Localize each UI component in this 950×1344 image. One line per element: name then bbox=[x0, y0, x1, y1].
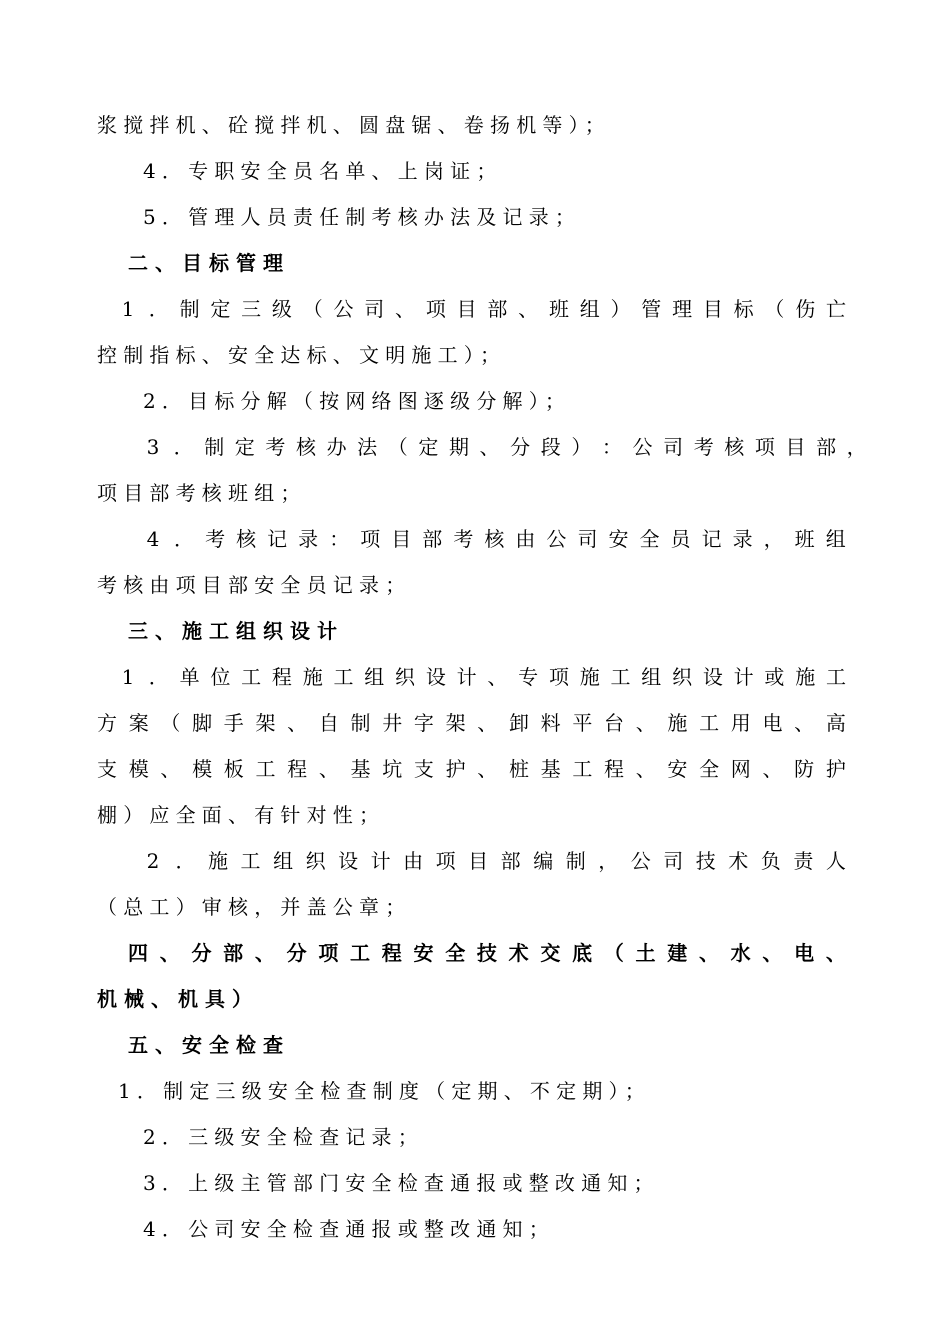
text-line: 3 ． 制 定 考 核 办 法 （ 定 期 、 分 段 ） ： 公 司 考 核 项 目 部 ， bbox=[146, 435, 867, 459]
text-line: 支 模 、 模 板 工 程 、 基 坑 支 护 、 桩 基 工 程 、 安 全 网 、 防 护 bbox=[97, 757, 846, 781]
text-line: 浆搅拌机、砼搅拌机、圆盘锯、卷扬机等）； bbox=[97, 113, 611, 137]
text-line: 5．管理人员责任制考核办法及记录； bbox=[143, 205, 582, 229]
text-line: 2．三级安全检查记录； bbox=[143, 1125, 424, 1149]
section-heading: 二、目标管理 bbox=[128, 251, 290, 275]
text-line: 4．公司安全检查通报或整改通知； bbox=[143, 1217, 555, 1241]
text-line: 1 ． 制 定 三 级 （ 公 司 、 项 目 部 、 班 组 ） 管 理 目 标 （ 伤 亡 bbox=[121, 297, 846, 321]
text-line: 4 ． 考 核 记 录 ： 项 目 部 考 核 由 公 司 安 全 员 记 录 ， 班 组 bbox=[146, 527, 846, 551]
text-line: 2．目标分解（按网络图逐级分解）； bbox=[143, 389, 572, 413]
text-line: 3．上级主管部门安全检查通报或整改通知； bbox=[143, 1171, 660, 1195]
text-line: 考核由项目部安全员记录； bbox=[97, 573, 412, 597]
section-heading: 三、施工组织设计 bbox=[128, 619, 344, 643]
text-line: 棚）应全面、有针对性； bbox=[97, 803, 386, 827]
text-line: 4．专职安全员名单、上岗证； bbox=[143, 159, 503, 183]
text-line: 1．制定三级安全检查制度（定期、不定期）； bbox=[118, 1079, 651, 1103]
text-line: 方 案 （ 脚 手 架 、 自 制 井 字 架 、 卸 料 平 台 、 施 工 用 电 、 高 bbox=[97, 711, 846, 735]
text-line: （总工）审核，并盖公章； bbox=[97, 895, 412, 919]
text-line: 项目部考核班组； bbox=[97, 481, 307, 505]
section-heading: 机械、机具） bbox=[97, 987, 259, 1011]
text-line: 1 ． 单 位 工 程 施 工 组 织 设 计 、 专 项 施 工 组 织 设 计 或 施 工 bbox=[121, 665, 846, 689]
section-heading: 五、安全检查 bbox=[128, 1033, 290, 1057]
text-line: 控制指标、安全达标、文明施工）； bbox=[97, 343, 507, 367]
text-line: 2 ． 施 工 组 织 设 计 由 项 目 部 编 制 ， 公 司 技 术 负 责 人 bbox=[146, 849, 846, 873]
section-heading: 四 、 分 部 、 分 项 工 程 安 全 技 术 交 底 （ 土 建 、 水 、 电 、 bbox=[128, 941, 846, 965]
